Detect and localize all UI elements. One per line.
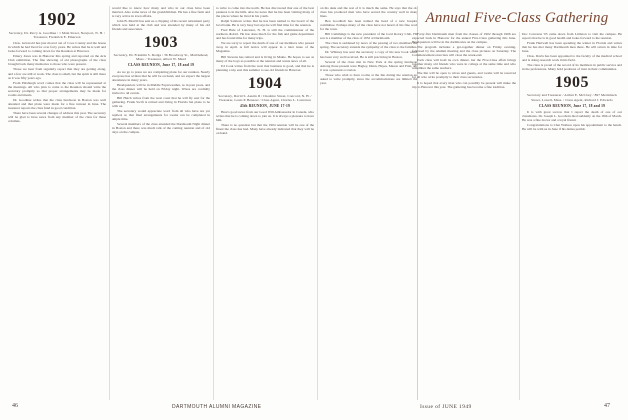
article-paragraph: Several members of the class attended the Dartmouth Night dinner in Boston and there was much talk of the coming reunion and of old days on the campus.: [112, 122, 210, 135]
article-paragraph: The class is saddened by news of the passing of two members this spring. The secretary extends the sympathy of the class to the families.: [320, 41, 418, 50]
article-paragraph: Chas. Griswold has just moved out of Coos County and the house in which he had lived for over forty years. He writes that he is well and looks forward to coming down for the Reunion at Hanover.: [8, 41, 106, 54]
article-paragraph: Doc Converse '05 came down from Littleton to visit the campus. He reports that he is in good health and looks forward to the reunion.: [522, 32, 622, 41]
class-officers: Secretary, Dr. Percy A. Goodhue / 1 Main Street, Newport, N. H. / Treasurer, Frederick E. Emerson: [8, 31, 106, 40]
class-year-heading: 1902: [38, 9, 76, 29]
article-paragraph: The program includes a get-together dinner on Friday evening, followed by the Alumni meeting and the class pictures on Saturday. The Commencement exercises will close the week-end.: [412, 45, 516, 58]
article-paragraph: Here's good news from our Good Will Ambassador in Canada, who writes that he is coming down to join us. It is always a pleasure to have him.: [216, 110, 314, 123]
article-paragraph: Frank Hartwell has been spending the winter in Florida and writes that he has met many Dartmouth men there. He will return in time for June.: [522, 41, 622, 54]
column-6: [522, 32, 622, 402]
annual-gathering-title: Annual Five-Class Gathering: [425, 10, 609, 26]
article-paragraph: would like to know how many and who in our class have been married. Also some news of the grandchildren. He has a fine farm and is very active in town affairs.: [112, 6, 210, 19]
article-paragraph: The Inn will be open to wives and guests, and rooms will be reserved for all who write promptly to their class secretaries.: [412, 71, 516, 80]
column-4: [320, 6, 418, 402]
article-paragraph: Those who wish to have rooms at the Inn during the reunion are asked to write promptly, since the accommodations are limited this year.: [320, 72, 418, 85]
article-paragraph: Chas. Davis has been appointed to the faculty of the medical school and is doing research work in his field.: [522, 54, 622, 63]
reunion-dates: CLASS REUNION, June 17, 18 and 19: [127, 63, 195, 68]
article-paragraph: There have been several changes of address this year. The secretary will be glad to have news from any member of the class for these columns.: [8, 110, 106, 124]
article-paragraph: The class is proud of the record of its members in public service and in the professions. Many hold positions of trust in their communities.: [522, 63, 622, 72]
class-officers: Secretary, David S. Austin II / Cheshire Street, Concord, N. H. / Treasurer, Louis P. Benezet / Class Agent, Charles L. Lawrence: [218, 93, 312, 102]
article-paragraph: Bill Stevens has retired and is living in Maine. He hopes to see as many of the boys as possible at the reunion and wants news of all.: [216, 54, 314, 63]
article-paragraph: John B. Morrill has sent us a clipping of his recent retirement party which was held at the club and was attended by many of his old friends and associates.: [112, 19, 210, 32]
article-paragraph: Headquarters will be in Middle Fayerweather, as in past years, and the class dinner will be held on Friday night. Wives are cordially invited to all events.: [112, 82, 210, 95]
article-paragraph: It is hoped that every man who can possibly be present will make the trip to Hanover this year. The gathering has become a fine tradition.: [412, 80, 516, 89]
article-paragraph: Bill Hatch writes from the west coast that he will fly east for the gathering. Frank Swift is retired and living in Florida but plans to be with us.: [112, 96, 210, 109]
class-year-heading: 1904: [248, 74, 282, 92]
column-divider: [109, 6, 110, 400]
article-paragraph: Dr. Whitney has sent the secretary a copy of his new book which has been very well received. He is still practicing in Boston.: [320, 50, 418, 59]
article-paragraph: As we go to press we are completing plans for our reunion. Nearly everyone has written that he will be on hand, and we expect the largest attendance in many years.: [112, 69, 210, 82]
column-2: [112, 6, 210, 402]
article-paragraph: It is with great sorrow that I report the death of one of our classmates. Dr. Joseph L. Goodwin died suddenly on the 18th of March. He was a fine doctor and a loyal friend.: [522, 109, 622, 122]
article-paragraph: Those we hear from regularly report that they are getting along, and a few are still at work. The class is small, but the spirit is still there as it was fifty years ago.: [8, 67, 106, 80]
article-paragraph: There is no question but that the 1904 reunion will be one of the finest the class has had. Many have already indicated that they will be on hand.: [216, 123, 314, 136]
class-year-heading: 1903: [144, 34, 178, 52]
article-paragraph: Fred Hale of Lancaster, N. H. is still the commissioner of the northern district. He has done much for the fish and game department and has found time for many trips.: [216, 28, 314, 41]
article-paragraph: Ralph Sanborn writes that he has been named to the board of the local bank. He is very busy but says he will find time for the reunion.: [216, 19, 314, 28]
column-5: [412, 32, 516, 402]
left-page-number: 46: [12, 403, 18, 409]
column-divider: [213, 6, 214, 400]
article-paragraph: Forty-five Dartmouth men from the classes of 1902 through 1906 are expected back in Hanover for the annual Five-Class gathering this June. Headquarters will be in the dormitories on the campus.: [412, 32, 516, 45]
column-divider: [317, 6, 318, 400]
article-paragraph: Bill Cummings is the new president of the local Rotary Club. His son is a member of the class of 1952 at Dartmouth.: [320, 32, 418, 41]
column-3: [216, 6, 314, 402]
reunion-dates: CLASS REUNION, June 17, 18 and 19: [538, 103, 606, 108]
class-officers: Secretary, Dr. Franklin S. Dodge / 36 Broadway St., Marblehead, Mass. / Treasurer, Albert W. Mead: [113, 53, 209, 62]
article-paragraph: Each class will hold its own dinner, but the Five-Class affair brings together many old friends who were in college at the same time and who remember the same teachers.: [412, 58, 516, 71]
class-year-heading: 1905: [555, 74, 589, 92]
article-paragraph: Ben Goodhall has been named the head of a new hospital committee. Perhaps many of the class have not heard of his fine work for the town.: [320, 19, 418, 32]
article-paragraph: on his desk and the rest of it is much the same. He says that the old class has produced men who have served the country well in many lines.: [320, 6, 418, 19]
column-1: [8, 6, 106, 402]
right-footer-issue: Issue of JUNE 1949: [420, 404, 472, 410]
article-paragraph: Congratulations to Chet Wallace upon his appointment to the bench. He will be with us in June if his duties permit.: [522, 123, 622, 132]
article-paragraph: Emery Jones was in Hanover this spring and reported on the Arts Club exhibition. The fine showing of old photographs of the class brought back many memories to those who were present.: [8, 54, 106, 67]
article-paragraph: From Pittsburgh word comes that the class will be represented at the meetings. All who plan to come to the Reunion should write the secretary promptly so that proper arrangements may be made for rooms and meals.: [8, 80, 106, 97]
reunion-dates: 45th REUNION, JUNE 17-19: [240, 103, 290, 108]
article-paragraph: Dr. Goodhue writes that the class luncheon in Boston was well attended and that plans were made for a fine turnout in June. The treasurer reports the class fund in good condition.: [8, 97, 106, 110]
article-paragraph: We are sorry to report the death of one of our members who passed away in April. A full notice will appear in a later issue of the Magazine.: [216, 41, 314, 54]
article-paragraph: The secretary would appreciate word from all who have not yet replied, so that final arrangements for rooms can be completed in ample time.: [112, 109, 210, 122]
article-paragraph: Ed Cook writes from the west that business is good, and that he is planning a trip east this summer to see old friends in Hanover.: [216, 63, 314, 72]
class-officers: Secretary and Treasurer / Arthur E. McClary / 897 Merrimack Street, Lowell, Mass. / Class Agent, Richard J. Edwards: [527, 93, 617, 102]
right-page-number: 47: [604, 403, 610, 409]
left-footer-title: DARTMOUTH ALUMNI MAGAZINE: [172, 404, 262, 410]
column-divider: [519, 32, 520, 400]
article-paragraph: Several of the class met in New York at the spring luncheon. Among those present were Bagley, Dunn, Hayes, Mason and Pratt, and it was a pleasant occasion.: [320, 59, 418, 72]
article-paragraph: to write to come into the north. He has discovered that one of the best pastures is in the hills. Also he notes that he has been visiting many of the places where he lived in his youth.: [216, 6, 314, 19]
